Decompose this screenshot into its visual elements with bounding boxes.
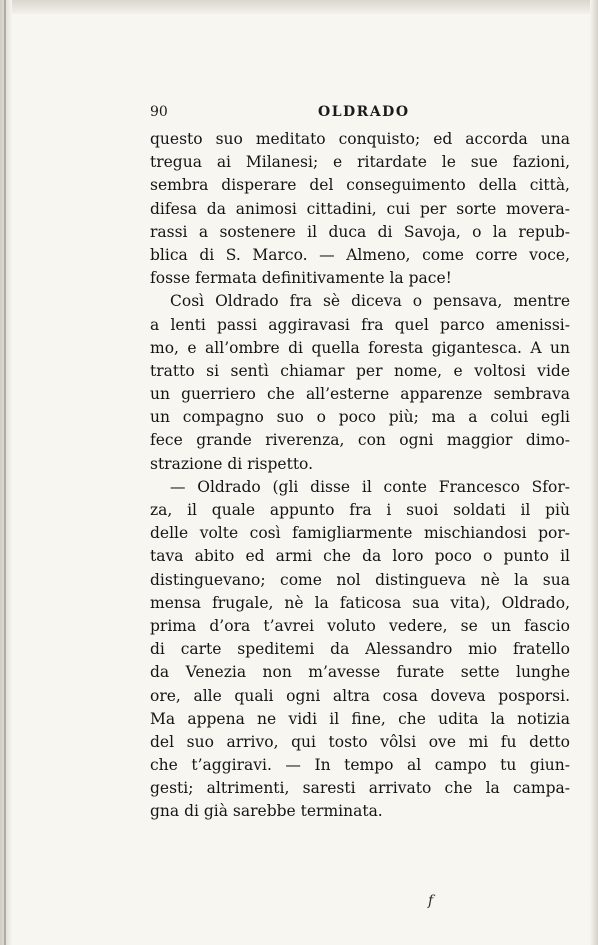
text-line: gesti; altrimenti, saresti arrivato che la campa- — [150, 779, 570, 798]
text-line: fece grande riverenza, con ogni maggior dimo- — [150, 431, 570, 450]
text-line: prima d’ora t’avrei voluto vedere, se un fascio — [150, 616, 570, 635]
text-line: Ma appena ne vidi il fine, che udita la notizia — [150, 709, 570, 728]
text-line: sembra disperare del conseguimento della città, — [150, 176, 570, 195]
text-line: tratto si sentì chiamar per nome, e voltosi vide — [150, 361, 570, 380]
text-line: — Oldrado (gli disse il conte Francesco Sfor- — [170, 477, 570, 496]
page-number: 90 — [150, 104, 168, 120]
text-line: strazione di rispetto. — [150, 454, 314, 473]
text-line: za, il quale appunto fra i suoi soldati il più — [150, 501, 570, 519]
signature-mark: f — [428, 893, 434, 909]
page-right-edge — [590, 0, 598, 945]
text-line: questo suo meditato conquisto; ed accorda una — [150, 130, 570, 148]
page-left-edge — [0, 0, 12, 945]
text-line: un compagno suo o poco più; ma a colui egli — [150, 408, 570, 427]
text-line: mensa frugale, nè la faticosa sua vita), Oldrado, — [150, 593, 570, 612]
text-line: che t’aggiravi. — In tempo al campo tu giun- — [150, 756, 570, 775]
running-head — [150, 104, 450, 126]
page-binding-line — [4, 0, 6, 945]
page-top-edge — [0, 0, 598, 14]
running-title: OLDRADO — [318, 104, 410, 120]
text-line: blica di S. Marco. — Almeno, come corre voce, — [150, 245, 570, 264]
body-text — [150, 128, 570, 824]
text-line: un guerriero che all’esterne apparenze sembrava — [150, 385, 570, 404]
text-line: ore, alle quali ogni altra cosa doveva posporsi. — [150, 686, 570, 705]
text-line: da Venezia non m’avesse furate sette lunghe — [150, 663, 570, 682]
text-line: a lenti passi aggiravasi fra quel parco amenissi- — [150, 315, 570, 334]
text-line: delle volte così famigliarmente mischiandosi por- — [150, 524, 570, 543]
text-line: Così Oldrado fra sè diceva o pensava, mentre — [170, 292, 570, 311]
text-line: di carte speditemi da Alessandro mio fratello — [150, 640, 570, 659]
text-line: del suo arrivo, qui tosto vôlsi ove mi fu detto — [150, 732, 570, 751]
text-line: difesa da animosi cittadini, cui per sorte movera- — [150, 199, 570, 218]
text-line: tava abito ed armi che da loro poco o punto il — [150, 547, 570, 566]
text-line: mo, e all’ombre di quella foresta gigantesca. A un — [150, 338, 570, 357]
text-line: gna di già sarebbe terminata. — [150, 802, 383, 821]
text-line: tregua ai Milanesi; e ritardate le sue fazioni, — [150, 153, 570, 172]
text-line: rassi a sostenere il duca di Savoja, o la repub- — [150, 222, 570, 241]
text-line: distinguevano; come nol distingueva nè la sua — [150, 570, 570, 589]
text-line: fosse fermata definitivamente la pace! — [150, 269, 452, 288]
